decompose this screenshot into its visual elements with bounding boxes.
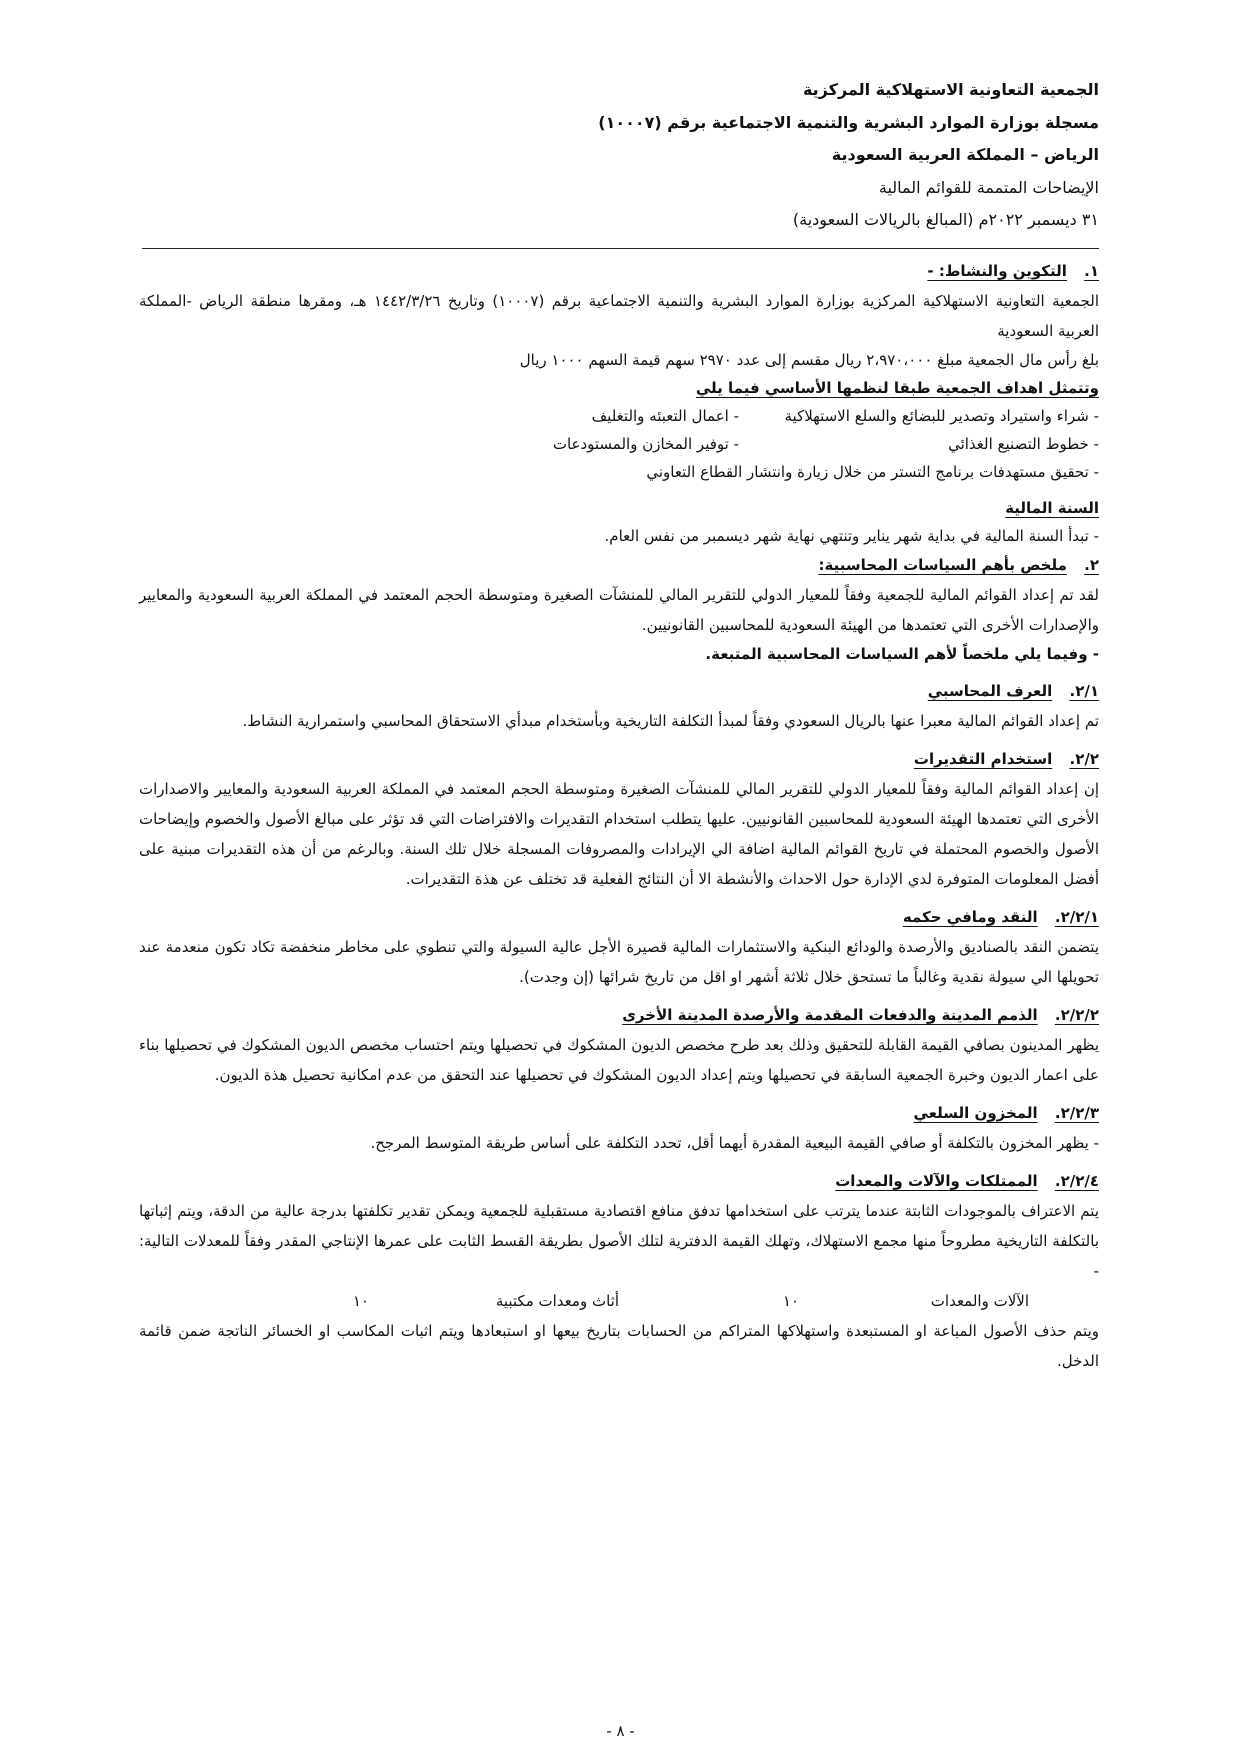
depreciation-rates-row — [139, 1286, 1099, 1316]
section-2-2-text: إن إعداد القوائم المالية وفقاً للمعيار الدولي للتقرير المالي للمنشآت الصغيرة ومتوسطة الحجم المعتمد في المملكة العربية السعودية والمعايير والاصدارات الأخرى التي تعتمدها الهيئة السعودية للمحاسبين القانونيين. عليها يتطلب استخدام التقديرات والافتراضات التي قد تؤثر على مبالغ الأصول والخصوم وإيضاحات الأصول والخصوم المحتملة في تاريخ القوائم المالية اضافة الي الإيرادات والمصروفات المسجلة خلال تلك السنة. وبالرغم من أن هذه التقديرات مبنية على أفضل المعلومات المتوفرة لدي الإدارة حول الاحداث والأنشطة الا أن النتائج الفعلية قد تختلف عن هذة التقديرات. — [139, 780, 1099, 888]
rate-value: ١٠ — [352, 1292, 369, 1310]
goal-item: - توفير المخازن والمستودعات — [552, 435, 739, 453]
goals-title: وتتمثل اهداف الجمعية طبقا لنظمها الأساسي فيما يلي — [695, 379, 1099, 397]
section-title: استخدام التقديرات — [913, 750, 1053, 768]
header-divider — [142, 248, 1099, 249]
section-number: ٢/٢/١. — [1054, 908, 1099, 926]
section-1-intro: الجمعية التعاونية الاستهلاكية المركزية بوزارة الموارد البشرية والتنمية الاجتماعية برقم (١٠٠٠٧) وتاريخ ١٤٤٢/٣/٢٦ هـ، ومقرها منطقة الرياض -المملكة العربية السعودية — [139, 292, 1099, 340]
goal-item: - خطوط التصنيع الغذائي — [948, 435, 1099, 453]
section-title: الذمم المدينة والدفعات المقدمة والأرصدة المدينة الأخرى — [622, 1006, 1038, 1024]
section-number: ٢/٢. — [1069, 750, 1099, 768]
registration-line: مسجلة بوزارة الموارد البشرية والتنمية الاجتماعية برقم (١٠٠٠٧) — [598, 112, 1099, 132]
rate-label: أثاث ومعدات مكتبية — [495, 1292, 619, 1310]
goals-row-2 — [139, 430, 1099, 458]
section-2-2-1-heading — [139, 902, 1099, 932]
org-name: الجمعية التعاونية الاستهلاكية المركزية — [802, 80, 1099, 99]
section-title: الممتلكات والآلات والمعدات — [835, 1172, 1038, 1190]
document-header — [139, 74, 1099, 237]
section-2-2-1-text: يتضمن النقد بالصناديق والأرصدة والودائع البنكية والاستثمارات المالية قصيرة الأجل عالية السيولة والتي تنطوي على مخاطر منخفضة تكاد تكون منعدمة عند تحويلها الي سيولة نقدية وغالباً ما تستحق خلال ثلاثة أشهر او اقل من تاريخ شرائها (إن وجدت). — [139, 938, 1099, 986]
policies-bullet: - وفيما يلي ملخصاً لأهم السياسات المحاسبية المتبعة. — [705, 645, 1099, 663]
fiscal-year-title: السنة المالية — [1005, 499, 1099, 517]
section-title: ملخص بأهم السياسات المحاسبية: — [818, 556, 1067, 574]
section-number: ١. — [1084, 262, 1099, 280]
section-2-2-3-heading — [139, 1098, 1099, 1128]
capital-line: بلغ رأس مال الجمعية مبلغ ٢،٩٧٠،٠٠٠ ريال مقسم إلى عدد ٢٩٧٠ سهم قيمة السهم ١٠٠٠ ريال — [519, 351, 1099, 369]
goals-row-1 — [139, 402, 1099, 430]
section-number: ٢/٢/٤. — [1054, 1172, 1099, 1190]
goal-item: - شراء واستيراد وتصدير للبضائع والسلع الاستهلاكية — [784, 407, 1099, 425]
section-2-2-3-text: - يظهر المخزون بالتكلفة أو صافي القيمة البيعية المقدرة أيهما أقل، تحدد التكلفة على أساس طريقة المتوسط المرجح. — [370, 1134, 1099, 1152]
section-title: العرف المحاسبي — [927, 682, 1053, 700]
document-body — [139, 256, 1099, 1376]
section-number: ٢/٢/٢. — [1054, 1006, 1099, 1024]
section-2-1-heading — [139, 676, 1099, 706]
location-line: الرياض – المملكة العربية السعودية — [831, 145, 1099, 164]
report-title: الإيضاحات المتممة للقوائم المالية — [878, 177, 1099, 197]
section-1-heading — [139, 256, 1099, 286]
section-title: النقد ومافي حكمه — [902, 908, 1038, 926]
goal-item: - اعمال التعبئه والتغليف — [591, 407, 739, 425]
rate-value: ١٠ — [782, 1292, 799, 1310]
section-2-2-heading — [139, 744, 1099, 774]
section-2-1-text: تم إعداد القوائم المالية معبرا عنها بالريال السعودي وفقاً لمبدأ التكلفة التاريخية وبأستخدام مبدأي الاستحقاق المحاسبي واستمرارية النشاط. — [242, 712, 1099, 730]
section-2-intro: لقد تم إعداد القوائم المالية للجمعية وفقاً للمعيار الدولي للتقرير المالي للمنشآت الصغيرة ومتوسطة الحجم المعتمد في المملكة العربية السعودية والمعايير والإصدارات الأخرى التي تعتمدها من الهيئة السعودية للمحاسبين القانونيين. — [139, 586, 1099, 634]
section-2-2-4-heading — [139, 1166, 1099, 1196]
section-2-heading — [139, 550, 1099, 580]
section-title: المخزون السلعي — [913, 1104, 1038, 1122]
rate-label: الآلات والمعدات — [930, 1292, 1029, 1310]
section-2-2-2-text: يظهر المدينون بصافي القيمة القابلة للتحقيق وذلك بعد طرح مخصص الديون المشكوك في تحصيلها ويتم احتساب مخصص الديون المشكوك في تحصيلها بناء على اعمار الديون وخبرة الجمعية السابقة في تحصيلها ويتم إعداد الديون المشكوك في تحصيلها عند التحقق من عدم امكانية تحصيل هذة الديون. — [139, 1036, 1099, 1084]
section-number: ٢/١. — [1069, 682, 1099, 700]
goal-item: - تحقيق مستهدفات برنامج التستر من خلال زيارة وانتشار القطاع التعاوني — [646, 463, 1099, 481]
section-title: التكوين والنشاط: - — [927, 262, 1067, 280]
page-number: - ٨ - — [606, 1722, 635, 1740]
section-2-2-2-heading — [139, 1000, 1099, 1030]
section-number: ٢/٢/٣. — [1054, 1104, 1099, 1122]
section-2-2-4-text: يتم الاعتراف بالموجودات الثابتة عندما يترتب على استخدامها تدفق منافع اقتصادية مستقبلية للجمعية ويمكن تقدير تكلفتها بدرجة عالية من الدقة، ويتم إثباتها بالتكلفة التاريخية مطروحاً منها مجمع الاستهلاك، وتهلك القيمة الدفترية لتلك الأصول بطريقة القسط الثابت على عمرها الإنتاجي المقدر وفقاً للمعدلات التالية: - — [139, 1202, 1099, 1280]
section-2-2-4-text-2: ويتم حذف الأصول المباعة او المستبعدة واستهلاكها المتراكم من الحسابات بتاريخ بيعها او استبعادها ويتم اثبات المكاسب او الخسائر الناتجة ضمن قائمة الدخل. — [139, 1322, 1099, 1370]
report-date: ٣١ ديسمبر ٢٠٢٢م (المبالغ بالريالات السعودية) — [792, 210, 1099, 229]
fiscal-year-text: - تبدأ السنة المالية في بداية شهر يناير وتنتهي نهاية شهر ديسمبر من نفس العام. — [604, 527, 1099, 545]
section-number: ٢. — [1084, 556, 1099, 574]
